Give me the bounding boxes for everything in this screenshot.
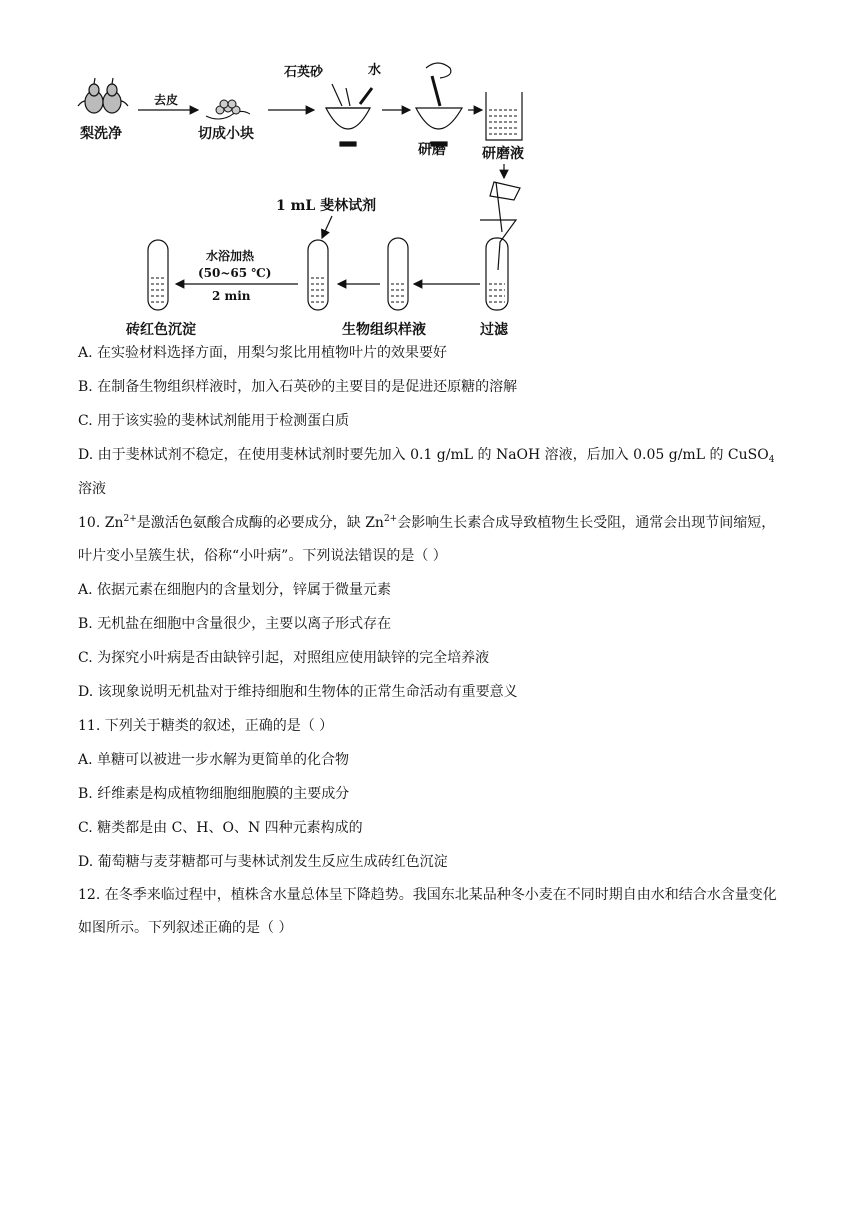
q9-option-d-text: D. 由于斐林试剂不稳定，在使用斐林试剂时要先加入 0.1 g/mL 的 NaOH 溶液，后加入 0.05 g/mL 的 CuSO: [78, 447, 769, 463]
sand-label: 石英砂: [284, 65, 324, 80]
water-label: 水: [368, 63, 382, 78]
result-tube-icon: [148, 240, 168, 310]
cut-label: 切成小块: [198, 126, 254, 142]
q10-option-b: B. 无机盐在细胞中含量很少，主要以离子形式存在: [78, 616, 392, 632]
grind-label: 研磨: [418, 142, 446, 158]
beaker-icon: [486, 92, 522, 140]
q10-option-a: A. 依据元素在细胞内的含量划分，锌属于微量元素: [78, 582, 392, 598]
q9-option-d-continued: 溶液: [78, 481, 106, 497]
pear-label: 梨洗净: [80, 126, 122, 142]
filter-icon: [480, 182, 520, 310]
liquid-label: 研磨液: [482, 146, 524, 162]
q11-option-b: B. 纤维素是构成植物细胞细胞膜的主要成分: [78, 786, 350, 802]
q9-option-c: C. 用于该实验的斐林试剂能用于检测蛋白质: [78, 413, 350, 429]
q10-stem-part-a: 10. Zn: [78, 515, 124, 531]
arrow-reagent: [322, 216, 332, 238]
q9-option-b: B. 在制备生物组织样液时，加入石英砂的主要目的是促进还原糖的溶解: [78, 379, 518, 395]
q10-sup-2: 2+: [383, 514, 398, 524]
q10-stem: [78, 507, 783, 573]
q10-option-d: D. 该现象说明无机盐对于维持细胞和生物体的正常生命活动有重要意义: [78, 684, 518, 700]
q10-stem-part-c: 会影响生长素合成导致植物生长受阻，通常会出现节间缩短，叶片变小呈簇生状，俗称“小叶病”。下列说法错误的是（ ）: [78, 515, 776, 564]
q11-option-c: C. 糖类都是由 C、H、O、N 四种元素构成的: [78, 820, 363, 836]
bath-label-1: 水浴加热: [206, 249, 255, 263]
reagent-tube-icon: [308, 240, 328, 310]
q10-stem-part-b: 是激活色氨酸合成酶的必要成分，缺 Zn: [136, 515, 384, 531]
grinding-icon: [416, 63, 462, 146]
q9-option-d: [78, 445, 774, 465]
sample-label: 生物组织样液: [342, 322, 426, 338]
bath-label-2: (50~65 ℃): [198, 266, 272, 280]
peel-label: 去皮: [154, 93, 179, 107]
fehling-label: 1 mL 斐林试剂: [276, 198, 377, 214]
q12-stem: 12. 在冬季来临过程中，植株含水量总体呈下降趋势。我国东北某品种冬小麦在不同时期自由水和结合水含量变化如图所示。下列叙述正确的是（ ）: [78, 887, 777, 936]
q11-stem: 11. 下列关于糖类的叙述，正确的是（ ）: [78, 718, 334, 734]
sample-tube-icon: [388, 238, 408, 310]
pear-pieces-icon: [206, 100, 250, 119]
filter-label: 过滤: [480, 322, 508, 338]
experiment-diagram: [70, 58, 530, 343]
q10-sup-1: 2+: [123, 514, 137, 524]
q9-option-a: A. 在实验材料选择方面，用梨匀浆比用植物叶片的效果要好: [78, 345, 448, 361]
q11-option-a: A. 单糖可以被进一步水解为更简单的化合物: [78, 752, 350, 768]
result-label: 砖红色沉淀: [126, 322, 196, 338]
q11-option-d: D. 葡萄糖与麦芽糖都可与斐林试剂发生反应生成砖红色沉淀: [78, 854, 448, 870]
pear-icon: [78, 78, 128, 113]
q9-option-d-sub: 4: [768, 455, 775, 465]
mortar-icon: [326, 84, 372, 146]
bath-label-3: 2 min: [212, 289, 251, 303]
q10-option-c: C. 为探究小叶病是否由缺锌引起，对照组应使用缺锌的完全培养液: [78, 650, 490, 666]
